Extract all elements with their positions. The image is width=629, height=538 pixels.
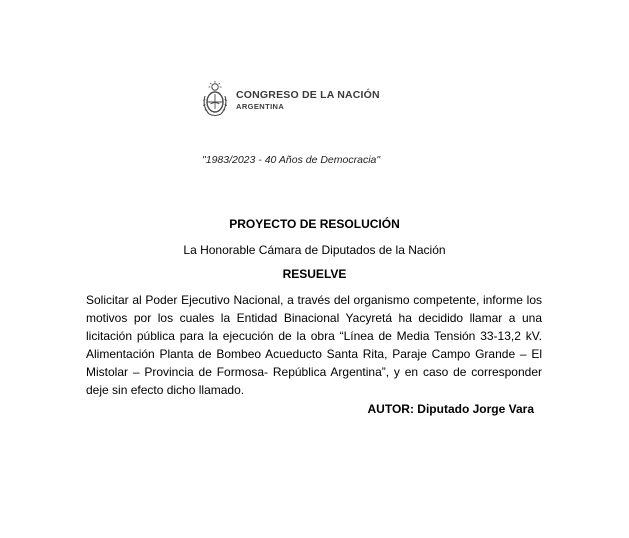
letterhead (200, 80, 380, 120)
author-signature: AUTOR: Diputado Jorge Vara (367, 402, 534, 416)
document-title: PROYECTO DE RESOLUCIÓN (229, 217, 400, 231)
resolve-heading: RESUELVE (282, 267, 347, 281)
institution-country: ARGENTINA (236, 101, 285, 111)
institution-block (236, 89, 380, 112)
resolution-body: Solicitar al Poder Ejecutivo Nacional, a través del organismo competente, informe los motivos por los cuales la Entidad Binacional Yacyretá ha decidido llamar a una licitación pública para la ejecución de la obra “Línea de Media Tensión 33-13,2 kV. Alimentación Planta de Bombeo Acueducto Santa Rita, Paraje Campo Grande – El Mistolar – Provincia de Formosa- República Argentina”, y en caso de corresponder deje sin efecto dicho llamado. (86, 293, 542, 397)
chamber-line: La Honorable Cámara de Diputados de la Nación (183, 243, 446, 257)
motto: "1983/2023 - 40 Años de Democracia" (202, 154, 381, 166)
institution-name: CONGRESO DE LA NACIÓN (236, 88, 380, 101)
argentina-coat-of-arms-icon (200, 80, 230, 120)
